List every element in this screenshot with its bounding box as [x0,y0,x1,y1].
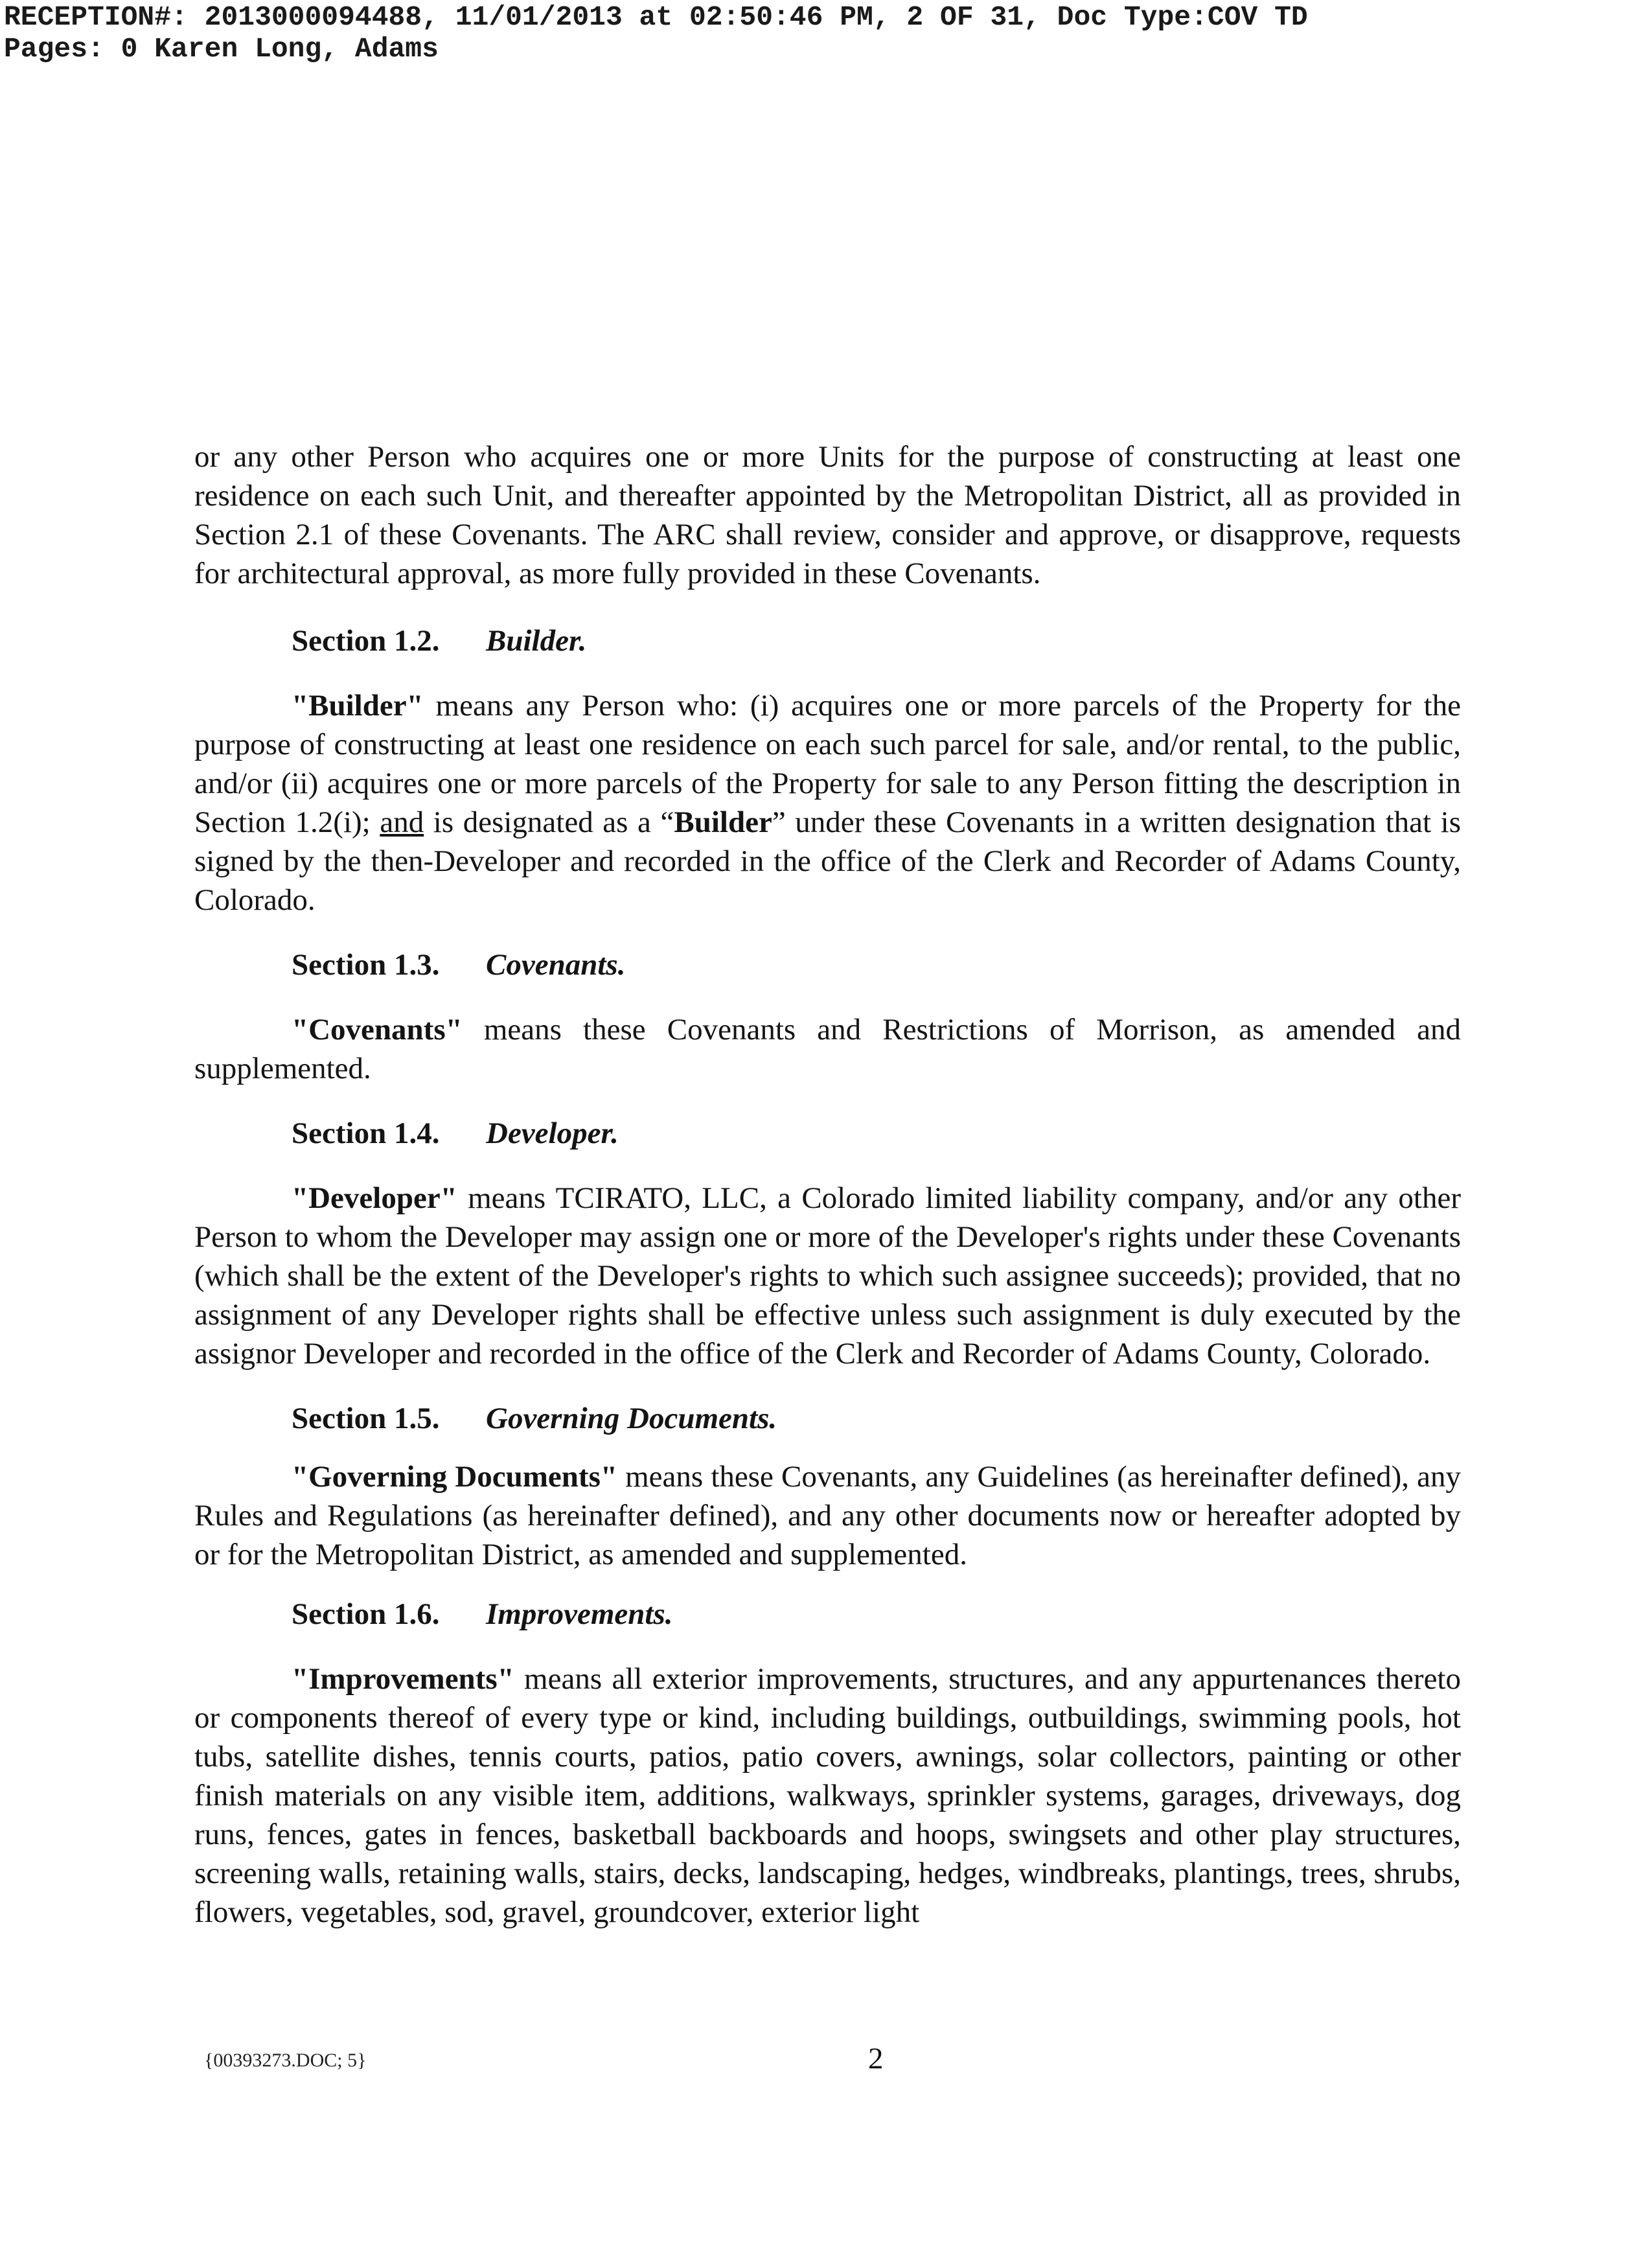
intro-paragraph: or any other Person who acquires one or more Units for the purpose of constructing at least one residence on each such Unit, and thereafter appointed by the Metropolitan District, all as provided in Section 2.1 of these Covenants. The ARC shall review, consider and approve, or disapprove, requests for architectural approval, as more fully provided in these Covenants. [194,440,1461,590]
paragraph-text: ” under these Covenants in a written designation that is signed by the then-Developer and recorded in the office of the Clerk and Recorder of Adams County, Colorado. [194,805,1461,917]
section-name: Covenants. [486,948,626,982]
section-heading-1-3 [194,945,1461,984]
section-heading-1-2 [194,621,1461,660]
section-number: Section 1.4. [292,1116,440,1150]
underlined-and: and [380,805,424,839]
defined-term: "Governing Documents" [292,1460,617,1494]
section-heading-1-6 [194,1595,1461,1634]
page-number: 2 [868,2042,884,2076]
section-number: Section 1.5. [292,1402,440,1435]
covenants-paragraph [194,1010,1461,1088]
defined-term: "Covenants" [292,1013,463,1047]
document-reference: {00393273.DOC; 5} [204,2050,367,2071]
section-number: Section 1.2. [292,624,440,658]
section-heading-1-5 [194,1399,1461,1438]
developer-paragraph [194,1179,1461,1373]
paragraph-text: means all exterior improvements, structures, and any appurtenances thereto or components thereof of every type or kind, including buildings, outbuildings, swimming pools, hot tubs, satellite dishes, tennis courts, patios, patio covers, awnings, solar collectors, painting or other finish materials on any visible item, additions, walkways, sprinkler systems, garages, driveways, dog runs, fences, gates in fences, basketball backboards and hoops, swingsets and other play structures, screening walls, retaining walls, stairs, decks, landscaping, hedges, windbreaks, plantings, trees, shrubs, flowers, vegetables, sod, gravel, groundcover, exterior light [194,1662,1461,1929]
recording-stamp-line-2: Pages: 0 Karen Long, Adams [4,33,439,65]
paragraph-text: means TCIRATO, LLC, a Colorado limited liability company, and/or any other Person to whom the Developer may assign one or more of the Developer's rights under these Covenants (which shall be the extent of the Developer's rights to which such assignee succeeds); provided, that no assignment of any Developer rights shall be effective unless such assignment is duly executed by the assignor Developer and recorded in the office of the Clerk and Recorder of Adams County, Colorado. [194,1181,1461,1370]
improvements-paragraph [194,1659,1461,1932]
defined-term: Builder [674,805,772,839]
recording-stamp-line-1: RECEPTION#: 2013000094488, 11/01/2013 at 02:50:46 PM, 2 OF 31, Doc Type:COV TD [4,1,1308,33]
governing-documents-paragraph [194,1457,1461,1574]
paragraph-text: is designated as a “ [424,805,674,839]
section-name: Governing Documents. [486,1402,777,1435]
section-name: Improvements. [486,1597,673,1631]
section-number: Section 1.6. [292,1597,440,1631]
defined-term: "Developer" [292,1181,457,1215]
builder-paragraph [194,686,1461,919]
section-number: Section 1.3. [292,948,440,982]
paragraph-text: means these Covenants and Restrictions of Morrison, as amended and supplemented. [194,1013,1461,1085]
paragraph-text: means these Covenants, any Guidelines (as hereinafter defined), any Rules and Regulations (as hereinafter defined), and any other documents now or hereafter adopted by or for the Metropolitan District, as amended and supplemented. [194,1460,1462,1571]
defined-term: "Improvements" [292,1662,514,1696]
section-name: Developer. [486,1116,619,1150]
section-heading-1-4 [194,1114,1461,1153]
defined-term: "Builder" [292,689,424,723]
document-body [194,437,1461,1932]
recording-stamp [4,1,1308,65]
section-name: Builder. [486,624,587,658]
paragraph-text: means any Person who: (i) acquires one or more parcels of the Property for the purpose of constructing at least one residence on each such parcel for sale, and/or rental, to the public, and/or (ii) acquires one or more parcels of the Property for sale to any Person fitting the description in Section 1.2(i); [194,689,1461,839]
